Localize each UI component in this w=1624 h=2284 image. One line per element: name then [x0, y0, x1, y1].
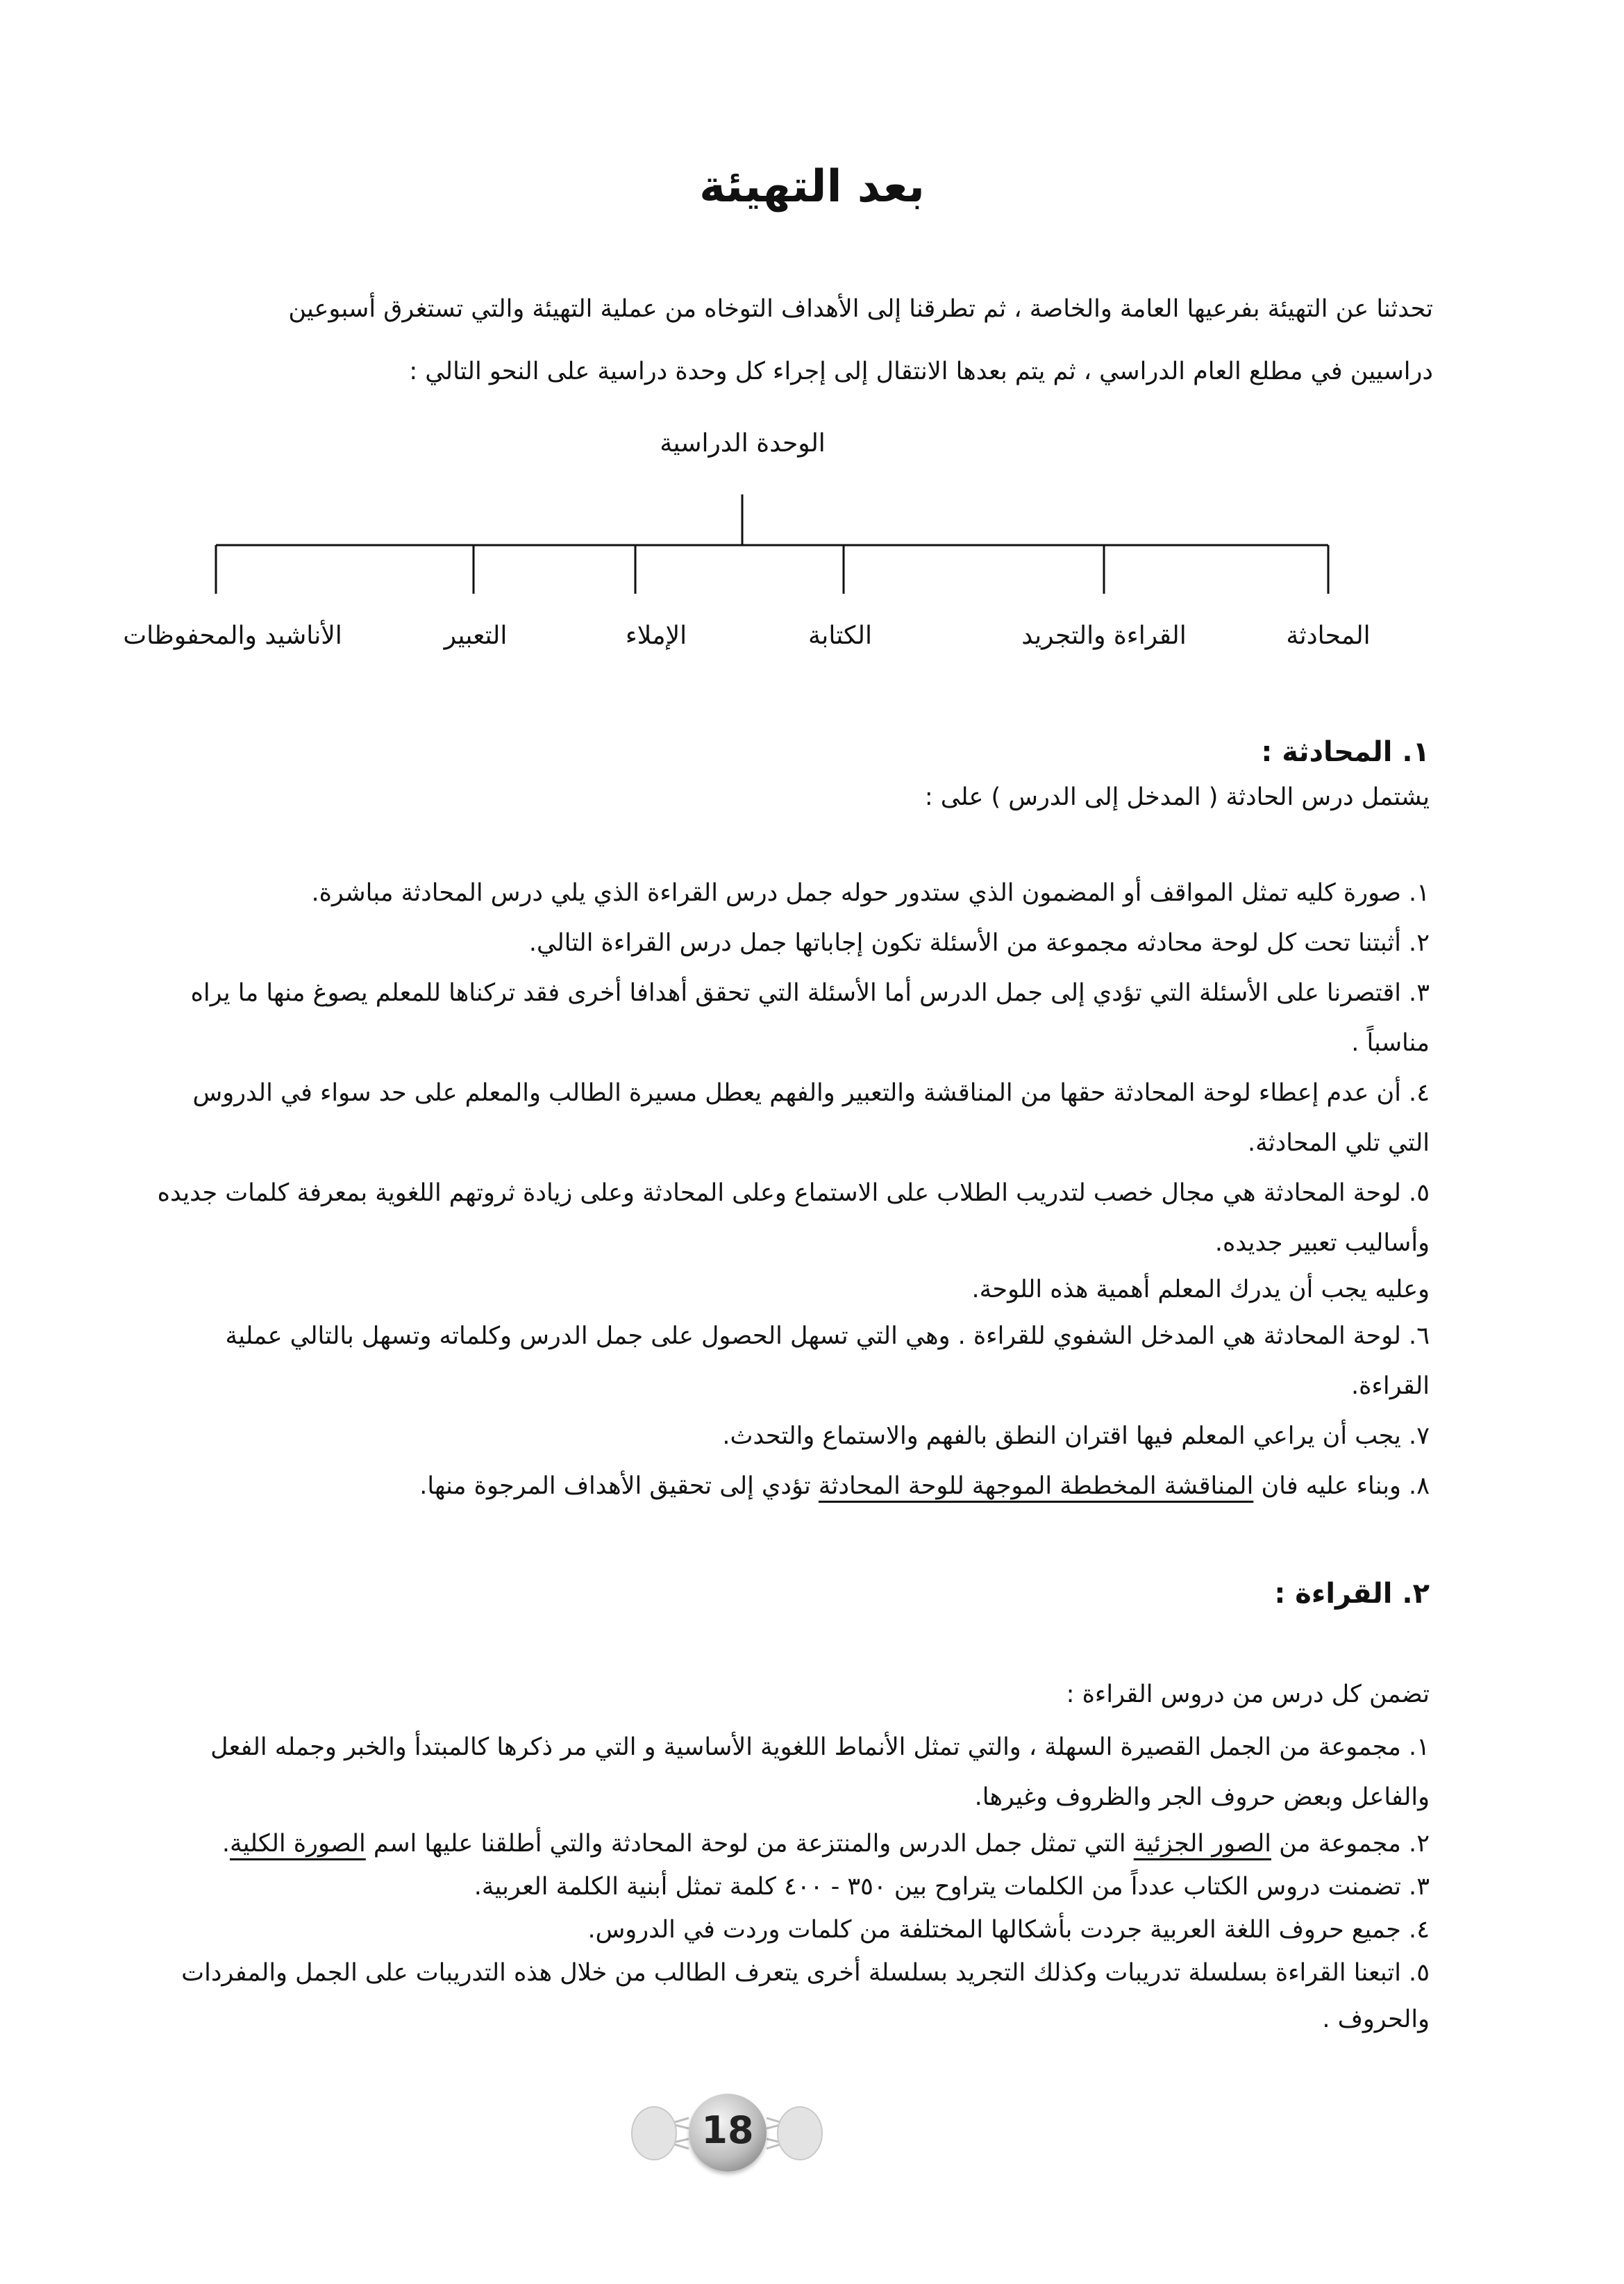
page-title: بعد التهيئة — [699, 161, 925, 212]
item-8-before: ٨. وبناء عليه فان — [1253, 1472, 1430, 1500]
section-1-heading: ١. المحادثة : — [1261, 736, 1430, 768]
page-number-badge — [623, 2090, 831, 2194]
list-item: القراءة. — [1350, 1372, 1430, 1400]
section-1-lead: يشتمل درس الحادثة ( المدخل إلى الدرس ) على : — [924, 783, 1430, 811]
list-item: ٥. اتبعنا القراءة بسلسلة تدريبات وكذلك التجريد بسلسلة أخرى يتعرف الطالب من خلال هذه التدريبات على الجمل والمفردات — [181, 1959, 1430, 1987]
diagram-node-writing: الكتابة — [807, 622, 873, 650]
item-2-after: . — [221, 1830, 230, 1858]
list-item: والفاعل وبعض حروف الجر والظروف وغيرها. — [974, 1783, 1430, 1811]
list-item: مناسباً . — [1351, 1029, 1430, 1057]
section-1-list — [69, 868, 1430, 1511]
item-2-middle: التي تمثل جمل الدرس والمنتزعة من لوحة المحادثة والتي أطلقنا عليها اسم — [365, 1830, 1134, 1858]
list-item: ٤. جميع حروف اللغة العربية جردت بأشكالها المختلفة من كلمات وردت في الدروس. — [587, 1916, 1430, 1944]
list-item: ٣. تضمنت دروس الكتاب عدداً من الكلمات يتراوح بين ٣٥٠ - ٤٠٠ كلمة تمثل أبنية الكلمة العربية. — [474, 1873, 1430, 1901]
list-item-8 — [69, 1461, 1430, 1511]
section-2-lead: تضمن كل درس من دروس القراءة : — [1066, 1681, 1430, 1708]
item-2-underlined-1: الصور الجزئية — [1133, 1830, 1271, 1858]
item-8-after: تؤدي إلى تحقيق الأهداف المرجوة منها. — [419, 1472, 819, 1500]
list-item: التي تلي المحادثة. — [1248, 1129, 1430, 1157]
item-8-underlined: المناقشة المخططة الموجهة للوحة المحادثة — [818, 1472, 1254, 1500]
list-item: ١. صورة كليه تمثل المواقف أو المضمون الذي ستدور حوله جمل درس القراءة الذي يلي درس المحادثة مباشرة. — [311, 879, 1430, 907]
list-item: وأساليب تعبير جديده. — [1214, 1229, 1430, 1257]
list-item: ١. مجموعة من الجمل القصيرة السهلة ، والتي تمثل الأنماط اللغوية الأساسية و التي مر ذكرها كالمبتدأ والخبر وجمله الفعل — [210, 1733, 1430, 1761]
list-item: ٢. أثبتنا تحت كل لوحة محادثه مجموعة من الأسئلة تكون إجاباتها جمل درس القراءة التالي. — [528, 929, 1430, 957]
list-item: وعليه يجب أن يدرك المعلم أهمية هذه اللوحة. — [971, 1276, 1430, 1303]
list-item: ٥. لوحة المحادثة هي مجال خصب لتدريب الطلاب على الاستماع وعلى المحادثة وعلى زيادة ثروتهم اللغوية بمعرفة كلمات جديده — [157, 1179, 1430, 1207]
item-2-before: ٢. مجموعة من — [1271, 1830, 1430, 1858]
intro-line-2: دراسيين في مطلع العام الدراسي ، ثم يتم بعدها الانتقال إلى إجراء كل وحدة دراسية على النحو التالي : — [409, 358, 1433, 385]
list-item: ٤. أن عدم إعطاء لوحة المحادثة حقها من المناقشة والتعبير والفهم يعطل مسيرة الطالب والمعلم على حد سواء في الدروس — [192, 1079, 1430, 1107]
diagram-node-conversation: المحادثة — [1286, 622, 1371, 650]
list-item-2 — [69, 1822, 1430, 1865]
page-number: 18 — [701, 2108, 754, 2152]
list-item: ٧. يجب أن يراعي المعلم فيها اقتران النطق بالفهم والاستماع والتحدث. — [722, 1422, 1430, 1450]
section-2-heading: ٢. القراءة : — [1274, 1578, 1430, 1610]
diagram-node-reading: القراءة والتجريد — [1021, 622, 1187, 650]
diagram-node-dictation: الإملاء — [625, 622, 687, 650]
section-2-list — [69, 1722, 1430, 2044]
item-2-underlined-2: الصورة الكلية — [229, 1830, 366, 1858]
diagram-root-label: الوحدة الدراسية — [660, 429, 826, 458]
diagram-node-expression: التعبير — [444, 622, 508, 650]
diagram-node-songs: الأناشيد والمحفوظات — [123, 622, 342, 650]
list-item: ٣. اقتصرنا على الأسئلة التي تؤدي إلى جمل الدرس أما الأسئلة التي تحقق أهدافا أخرى فقد تركناها للمعلم يصوغ منها ما يراه — [190, 979, 1430, 1007]
list-item: والحروف . — [1322, 2006, 1430, 2033]
list-item: ٦. لوحة المحادثة هي المدخل الشفوي للقراءة . وهي التي تسهل الحصول على جمل الدرس وكلماته وتسهل بالتالي عملية — [225, 1322, 1430, 1350]
intro-line-1: تحدثنا عن التهيئة بفرعيها العامة والخاصة ، ثم تطرقنا إلى الأهداف التوخاه من عملية التهيئة والتي تستغرق أسبوعين — [288, 295, 1433, 323]
